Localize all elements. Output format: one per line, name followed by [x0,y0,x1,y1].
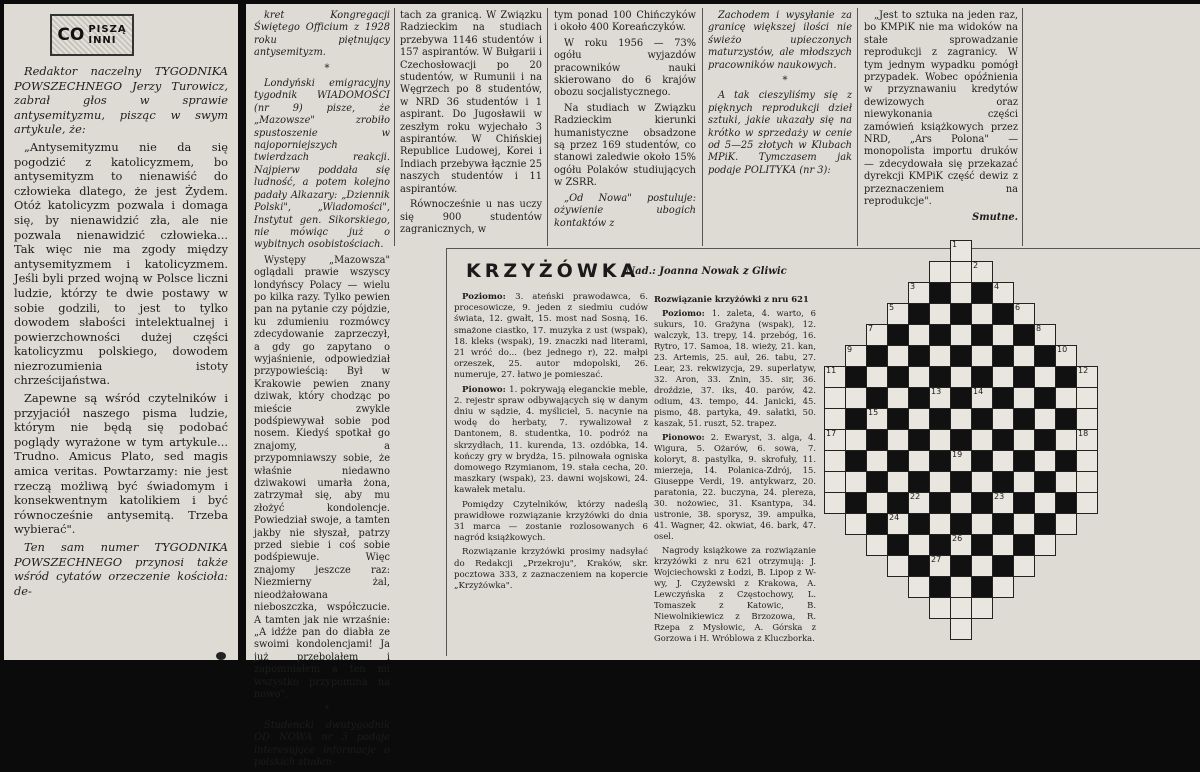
end-mark [216,652,226,660]
crossword-cell[interactable] [824,387,846,409]
crossword-cell[interactable] [929,303,951,325]
clue-paragraph [454,385,648,497]
crossword-cell[interactable] [929,387,951,409]
clue-paragraph [654,432,816,542]
crossword-cell[interactable] [929,471,951,493]
clue-label: Pionowo: [462,384,510,395]
crossword-black-cell [887,534,909,556]
crossword-cell[interactable] [1013,555,1035,577]
column-rule [547,8,548,246]
crossword-black-cell [908,345,930,367]
crossword-cell[interactable] [929,429,951,451]
crossword-cell[interactable] [971,555,993,577]
paragraph: Na studiach w Związku Radzieckim kierunki humanistyczne obsadzone są przez 169 studentów, co stanowi zaledwie około 15% ogółu Polaków studiujących w ZSRR. [554,102,696,189]
crossword-black-cell [1055,408,1077,430]
paragraph: A tak cieszyliśmy się z pięknych reprodukcji dzieł sztuki, jakie ukazały się na krótko w sprzedaży w cenie od 5—25 złotych w Klubach MPiK. Tymczasem jak podaje POLITYKA (nr 3): [708,90,852,176]
crossword-black-cell [1034,471,1056,493]
crossword-black-cell [866,387,888,409]
crossword-cell[interactable] [1034,366,1056,388]
crossword-cell[interactable] [908,492,930,514]
crossword-black-cell [1013,492,1035,514]
crossword-cell[interactable] [1055,513,1077,535]
crossword-cell[interactable] [824,408,846,430]
crossword-black-cell [845,366,867,388]
crossword-cell[interactable] [971,345,993,367]
cell-number: 9 [847,345,853,354]
crossword-black-cell [1034,345,1056,367]
crossword-cell[interactable] [992,282,1014,304]
crossword-black-cell [1013,408,1035,430]
crossword-black-cell [866,345,888,367]
crossword-cell[interactable] [992,534,1014,556]
cell-number: 19 [952,450,963,459]
crossword-black-cell [1013,324,1035,346]
crossword-byline: Nad.: Joanna Nowak z Gliwic [626,266,787,277]
crossword-cell[interactable] [1055,429,1077,451]
clue-paragraph [454,547,648,592]
cell-number: 26 [952,534,963,543]
crossword-black-cell [971,408,993,430]
crossword-black-cell [1034,513,1056,535]
logo-subtitle [88,24,126,46]
crossword-cell[interactable] [845,345,867,367]
crossword-cell[interactable] [887,471,909,493]
crossword-black-cell [845,408,867,430]
crossword-cell[interactable] [824,471,846,493]
cell-number: 18 [1078,429,1089,438]
crossword-cell[interactable] [1034,492,1056,514]
crossword-cell[interactable] [1076,408,1098,430]
crossword-cell[interactable] [950,618,972,640]
crossword-cell[interactable] [1013,429,1035,451]
column-rule [394,8,395,246]
co-pisza-inni-logo [50,14,134,56]
crossword-cell[interactable] [950,597,972,619]
crossword-black-cell [971,534,993,556]
column-6 [864,10,1018,227]
crossword-cell[interactable] [1013,513,1035,535]
clue-label: Poziomo: [462,292,516,302]
crossword-cell[interactable] [950,324,972,346]
crossword-black-cell [845,450,867,472]
crossword-cell[interactable] [845,513,867,535]
crossword-cell[interactable] [908,450,930,472]
crossword-black-cell [908,387,930,409]
crossword-black-cell [950,513,972,535]
column-rule [857,8,858,246]
crossword-black-cell [866,513,888,535]
cell-number: 24 [889,513,900,522]
crossword-cell[interactable] [1076,471,1098,493]
crossword-black-cell [971,450,993,472]
crossword-black-cell [950,555,972,577]
crossword-black-cell [950,429,972,451]
clue-text: 1. pokrywają eleganckie meble, 2. rejestr spraw odbywających się w danym dniu w sądzie, 4. myśliciel, 5. nacynie na wodę do herbaty, 7. rywalizował z Dantonem, 8. studentka, 10. podróż na skrzydłach, 11. kurenda, 13. ozdóbka, 14. kończy gry w brydża, 15. pilnowała ogniska domowego Rzymianom, 19. stała cecha, 20. maszkary (wspak), 23. dawni wojskowi, 24. kawałek metalu. [454,384,649,496]
crossword-cell[interactable] [1076,387,1098,409]
crossword-cell[interactable] [992,324,1014,346]
crossword-cell[interactable] [866,534,888,556]
cell-number: 13 [931,387,942,396]
crossword-black-cell [1034,429,1056,451]
crossword-black-cell [887,324,909,346]
crossword-black-cell [929,324,951,346]
crossword-cell[interactable] [971,303,993,325]
paragraph: „Antysemityzmu nie da się pogodzić z katolicyzmem, bo antysemityzm to nienawiść do człowieka dlatego, że jest Żydem. Otóż katolicyzm pozwala i domaga się, by nienawidzić zła, ale nie pozwala nienawidzić człowieka... Tak więc nie ma zgody między antysemityzmem i katolicyzmem. Jeśli byli przed wojną w Polsce liczni ludzie, którzy te dwie postawy w sobie godzili, to jest to tylko dowodem słabości intelektualnej i powierzchowności dużej części katolicyzmu polskiego, dowodem niezrozumienia istoty chrześcijaństwa. [14,139,228,388]
clue-paragraph [454,292,648,382]
paragraph: Studencki dwutygodnik OD NOWA nr 3 podaje interesujące informacje o polskich studen- [254,719,390,768]
clue-text: Nagrody książkowe za rozwiązanie krzyżówki z nru 621 otrzymują: J. Wojciechowski z Łodzi, B. Lipop z W-wy, J. Czyżewski z Krakowa, A. Lewczyńska z Częstochowy, L. Tomaszek z Katowic, B. Niewolnikiewicz z Brzozowa, R. Rzepa z Mysłowic, A. Górska z Gorzowa i H. Wróblowa z Kluczborka. [654,545,816,643]
column-2 [254,10,390,772]
crossword-black-cell [1013,450,1035,472]
crossword-black-cell [992,429,1014,451]
crossword-black-cell [908,303,930,325]
separator-star: * [324,62,330,74]
logo-co: CO [57,25,85,45]
crossword-cell[interactable] [1055,387,1077,409]
crossword-cell[interactable] [1055,345,1077,367]
crossword-black-cell [929,408,951,430]
crossword-black-cell [1055,450,1077,472]
column-rule [446,248,447,656]
crossword-cell[interactable] [866,492,888,514]
crossword-cell[interactable] [971,261,993,283]
crossword-title: KRZYŻÓWKA [466,260,640,282]
crossword-cell[interactable] [887,303,909,325]
paragraph: W roku 1956 — 73% ogółu wyjazdów pracowników nauki skierowano do 6 krajów obozu socjalistycznego. [554,37,696,99]
crossword-black-cell [1013,534,1035,556]
crossword-black-cell [845,492,867,514]
cell-number: 15 [868,408,879,417]
crossword-cell[interactable] [824,492,846,514]
cell-number: 6 [1015,303,1021,312]
crossword-cell[interactable] [887,345,909,367]
paragraph: Równocześnie u nas uczy się 900 studentów zagranicznych, w [400,199,542,235]
crossword-black-cell [971,366,993,388]
crossword-black-cell [992,345,1014,367]
column-5 [708,10,852,180]
clue-text: Rozwiązanie krzyżówki prosimy nadsyłać do Redakcji „Przekroju", Kraków, skr. pocztowa 333, z zaznaczeniem na kopercie „Krzyżówka". [454,547,648,592]
clue-text: 2. Ewaryst, 3. alga, 4. Wigura, 5. Ożarów, 6. sowa, 7. koloryt, 8. pastylka, 9. skrofuły, 11. mierzeja, 14. Polanica-Zdrój, 15. Giuseppe Verdi, 19. antykwarz, 20. paratonia, 22. buczyna, 24. plereza, 30. nożowiec, 31. Ksantypa, 34. ustronie, 38. sporysz, 39. ampułka, 41. Wagner, 42. okwiat, 46. bark, 47. osel. [654,432,816,541]
cell-number: 23 [994,492,1005,501]
cell-number: 2 [973,261,979,270]
paragraph: kret Kongregacji Świętego Officium z 1928 roku piętnujący antysemityzm. [254,10,390,59]
crossword-cell[interactable] [1034,450,1056,472]
crossword-black-cell [929,282,951,304]
crossword-cell[interactable] [929,345,951,367]
crossword-cell[interactable] [824,429,846,451]
crossword-cell[interactable] [866,366,888,388]
cell-number: 22 [910,492,921,501]
crossword-black-cell [971,576,993,598]
crossword-cell[interactable] [908,324,930,346]
crossword-cell[interactable] [950,450,972,472]
main-page [246,4,1200,768]
crossword-cell[interactable] [908,366,930,388]
crossword-cell[interactable] [950,492,972,514]
paragraph: tym ponad 100 Chińczyków i około 400 Koreańczyków. [554,10,696,34]
crossword-cell[interactable] [887,555,909,577]
crossword-black-cell [971,324,993,346]
crossword-cell[interactable] [971,387,993,409]
crossword-black-cell [971,282,993,304]
crossword-black-cell [1013,366,1035,388]
crossword-cell[interactable] [887,387,909,409]
crossword-black-cell [992,303,1014,325]
crossword-solution [654,294,816,647]
crossword-black-cell [929,450,951,472]
crossword-cell[interactable] [1076,366,1098,388]
clue-text: 1. zaleta, 4. warto, 6 sukurs, 10. Grażyna (wspak), 12. walczyk, 13. trepy, 14. przebóg, 16. Rytro, 17. Samoa, 18. wieży, 21. kan, 23. Artemis, 25. auł, 26. tabu, 27. Lear, 23. rekwizycja, 29. superlatyw, 32. Aron, 33. Znin, 35. sir, 36. droździe, 37. iks, 40. parów, 42. odium, 43. tempo, 44. Janicki, 45. pismo, 48. partyka, 49. sałatki, 50. kaszak, 51. ruszt, 52. trapez. [654,308,816,428]
crossword-black-cell [992,387,1014,409]
paragraph: Ten sam numer TYGODNIKA POWSZECHNEGO przynosi także wśród cytatów orzeczenie kościoła: de- [14,540,228,598]
paragraph: Zapewne są wśród czytelników i przyjaciół naszego pisma ludzie, którym nie będą się podobać poglądy wyrażone w tym artykule... Trudno. Amicus Plato, sed magis amica veritas. Powtarzamy: nie jest rzeczą możliwą być świadomym i konsekwentnym katolikiem i być równocześnie antysemitą. Trzeba wybierać". [14,391,228,537]
separator-star: * [324,704,330,716]
crossword-black-cell [887,408,909,430]
crossword-cell[interactable] [992,450,1014,472]
crossword-cell[interactable] [845,471,867,493]
crossword-cell[interactable] [992,366,1014,388]
crossword-black-cell [950,303,972,325]
crossword-black-cell [1055,366,1077,388]
crossword-cell[interactable] [971,429,993,451]
crossword-cell[interactable] [908,408,930,430]
crossword-black-cell [950,345,972,367]
crossword-black-cell [1034,387,1056,409]
crossword-clues [454,292,648,595]
crossword-black-cell [950,471,972,493]
cell-number: 11 [826,366,837,375]
clue-paragraph [654,545,816,644]
crossword-cell[interactable] [1013,345,1035,367]
paragraph: Zachodem i wysyłanie za granicę większej ilości nie świeżo upieczonych maturzystów, ale młodszych pracowników naukowych. [708,10,852,71]
crossword-cell[interactable] [1034,324,1056,346]
crossword-cell[interactable] [929,555,951,577]
solution-heading: Rozwiązanie krzyżówki z nru 621 [654,294,809,304]
crossword-cell[interactable] [887,513,909,535]
column-rule [702,8,703,246]
crossword-cell[interactable] [1013,471,1035,493]
column-3 [400,10,542,239]
separator-star: * [782,75,788,87]
logo-line2: INNI [88,35,117,46]
cell-number: 5 [889,303,895,312]
crossword-black-cell [908,513,930,535]
clue-paragraph [454,500,648,545]
left-column-page [4,4,238,660]
clue-text: 3. ateński prawodawca, 6. procesowicze, 9. jeden z siedmiu cudów świata, 12. gwałt, 15. most nad Sosną, 16. smażone ciastko, 17. muzyka z ust (wspak), 18. kleks (wspak), 19. znaczki nad literami, 21 wróć do... (bez jednego r), 22. małpi orzeszek, 25. autor mdopolski, 26. numeruje, 27. łatwo je pomieszać. [454,292,648,381]
crossword-cell[interactable] [908,282,930,304]
crossword-black-cell [887,450,909,472]
cell-number: 4 [994,282,1000,291]
crossword-cell[interactable] [992,576,1014,598]
crossword-cell[interactable] [1013,303,1035,325]
crossword-cell[interactable] [950,240,972,262]
crossword-cell[interactable] [887,429,909,451]
crossword-black-cell [929,492,951,514]
crossword-cell[interactable] [1013,387,1035,409]
crossword-cell[interactable] [908,534,930,556]
crossword-grid [824,240,1096,654]
paragraph: Londyński emigracyjny tygodnik WIADOMOŚCI (nr 9) pisze, że „Mazowsze" zrobiło spustoszenie w najoporniejszych twierdzach reakcji. Najpierw poddała się ludność, a potem kolejno padały Alkazary: „Dziennik Polski", „Wiadomości", Instytut gen. Sikorskiego, nie mówiąc już o wybitnych osobistościach. [254,78,390,251]
crossword-cell[interactable] [929,261,951,283]
crossword-cell[interactable] [929,597,951,619]
crossword-cell[interactable] [950,408,972,430]
logo-line1: PISZĄ [88,24,127,35]
left-column-text [14,64,228,601]
crossword-cell[interactable] [950,282,972,304]
paragraph: Występy „Mazowsza" oglądali prawie wszyscy londyńscy Polacy — wielu po kilka razy. Tylko pewien pan na pytanie czy pójdzie, ku zdumieniu rozmówcy zdecydowanie zaprzeczył, a gdy go zapytano o wyjaśnienie, odpowiedział przypowieścią: Był w Krakowie pewien znany dziwak, który chodząc po mieście zwykle podśpiewywał sobie pod nosem. Kiedyś spotkał go znajomy, a przypomniawszy sobie, że właśnie niedawno dziwakowi umarła żona, zatrzymał się, aby mu złożyć kondolencje. Powiedział swoje, a tamten jakby nie słyszał, patrzy przed siebie i coś sobie podśpiewuje. Więc znajomy jeszcze raz: Niezmierny żal, nieodżałowana nieboszczka, współczucie. A tamten jak nie wrzaśnie: „A idźże pan do diabła ze swoimi kondolencjami! Ja już przebolałem i zapomniałem a ten mi wszystko przypomina na nowo". [254,254,390,700]
crossword-cell[interactable] [992,408,1014,430]
clue-label: Poziomo: [662,308,712,318]
crossword-cell[interactable] [1034,534,1056,556]
crossword-cell[interactable] [908,576,930,598]
cell-number: 8 [1036,324,1042,333]
crossword-cell[interactable] [950,261,972,283]
paragraph: Redaktor naczelny TYGODNIKA POWSZECHNEGO Jerzy Turowicz, zabrał głos w sprawie antysemityzmu, pisząc w swym artykule, że: [14,64,228,137]
crossword-cell[interactable] [866,324,888,346]
paragraph: „Jest to sztuka na jeden raz, bo KMPiK nie ma widoków na stałe sprowadzanie reprodukcji z zagranicy. W tym jednym wypadku pomógł przypadek. Wobec opóźnienia w przyznawaniu kredytów dewizowych oraz niewykonania części zamówień książkowych przez NRD, „Ars Polona" — monopolista importu druków — zdecydowała się przekazać dyrekcji KMPiK część dewiz z przeznaczeniem na reprodukcje". [864,10,1018,208]
crossword-cell[interactable] [950,534,972,556]
crossword-cell[interactable] [950,576,972,598]
crossword-black-cell [992,513,1014,535]
cell-number: 14 [973,387,984,396]
paragraph: tach za granicą. W Związku Radzieckim na studiach przebywa 1146 studentów i 157 aspirantów. W Bułgarii i Czechosłowacji po 20 studentów, w Rumunii i na Węgrzech po 8 studentów, w NRD 36 studentów i 1 aspirant. Do Jugosławii w zeszłym roku wyjechało 3 aspirantów. W Chińskiej Republice Ludowej, Korei i Indiach przebywa łącznie 25 naszych studentów i 11 aspirantów. [400,10,542,195]
crossword-black-cell [929,576,951,598]
cell-number: 17 [826,429,837,438]
cell-number: 7 [868,324,874,333]
cell-number: 10 [1057,345,1068,354]
column-4 [554,10,696,233]
crossword-black-cell [887,366,909,388]
crossword-cell[interactable] [845,429,867,451]
crossword-black-cell [866,429,888,451]
crossword-black-cell [908,429,930,451]
column-rule [1022,8,1023,246]
crossword-cell[interactable] [950,366,972,388]
cell-number: 12 [1078,366,1089,375]
crossword-cell[interactable] [1055,471,1077,493]
crossword-cell[interactable] [1076,429,1098,451]
cell-number: 1 [952,240,958,249]
paragraph: Smutne. [972,211,1018,223]
clue-text: Pomiędzy Czytelników, którzy nadeślą prawidłowe rozwiązanie krzyżówki do dnia 31 marca — zostanie rozlosowanych 6 nagród książkowych. [454,499,648,544]
clue-label: Pionowo: [662,432,711,442]
crossword-cell[interactable] [1076,450,1098,472]
crossword-black-cell [992,555,1014,577]
crossword-black-cell [1055,492,1077,514]
crossword-black-cell [971,492,993,514]
clue-paragraph [654,308,816,429]
crossword-cell[interactable] [971,471,993,493]
crossword-cell[interactable] [992,492,1014,514]
paragraph: „Od Nowa" postuluje: ożywienie ubogich kontaktów z [554,192,696,229]
crossword-cell[interactable] [1034,408,1056,430]
crossword-cell[interactable] [866,450,888,472]
cell-number: 27 [931,555,942,564]
crossword-cell[interactable] [1076,492,1098,514]
crossword-cell[interactable] [971,513,993,535]
crossword-black-cell [950,387,972,409]
cell-number: 3 [910,282,916,291]
crossword-black-cell [992,471,1014,493]
crossword-cell[interactable] [929,513,951,535]
crossword-cell[interactable] [824,450,846,472]
crossword-cell[interactable] [971,597,993,619]
crossword-black-cell [908,555,930,577]
crossword-black-cell [866,471,888,493]
crossword-black-cell [887,492,909,514]
crossword-cell[interactable] [866,408,888,430]
crossword-black-cell [929,366,951,388]
crossword-black-cell [908,471,930,493]
crossword-cell[interactable] [824,366,846,388]
crossword-black-cell [929,534,951,556]
crossword-cell[interactable] [845,387,867,409]
